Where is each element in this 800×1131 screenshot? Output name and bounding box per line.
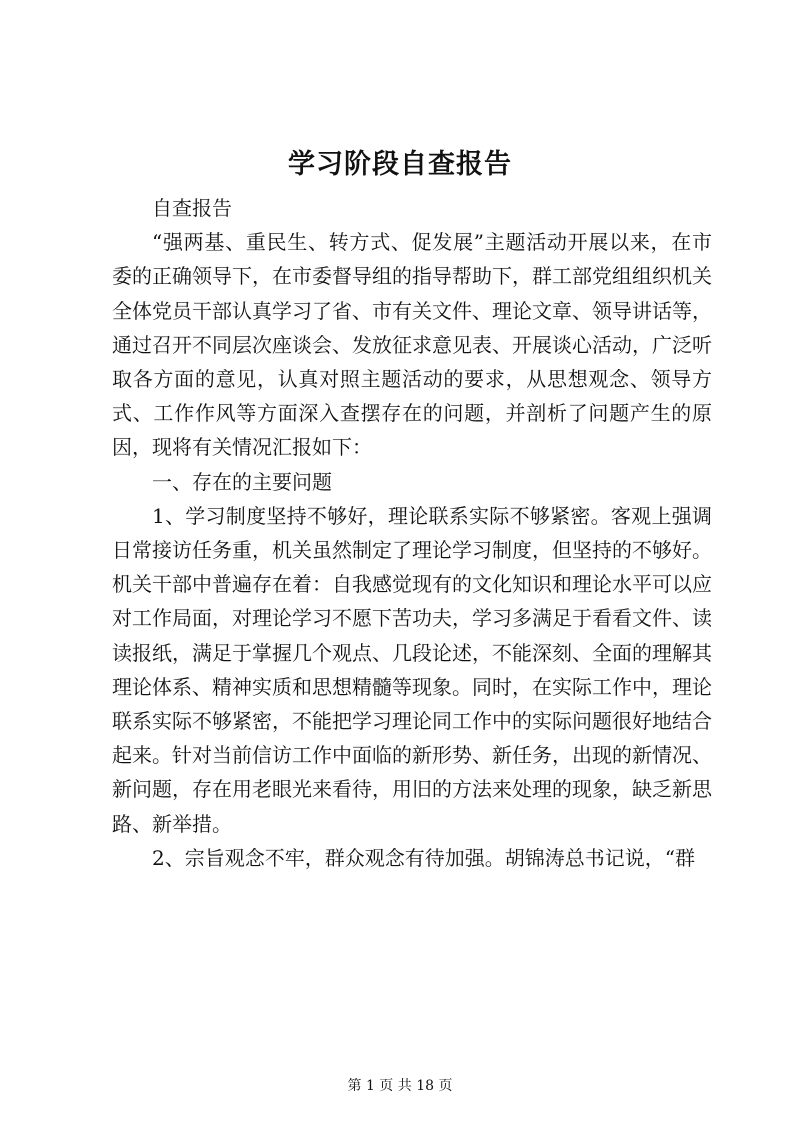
document-body — [112, 191, 712, 875]
paragraph-subtitle: 自查报告 — [152, 196, 232, 220]
section-heading: 一、存在的主要问题 — [152, 469, 332, 494]
paragraph-issue-2: 2、宗旨观念不牢，群众观念有待加强。胡锦涛总书记说，“群 — [152, 845, 695, 870]
page-title: 学习阶段自查报告 — [288, 149, 512, 180]
page-footer: 第 1 页 共 18 页 — [347, 1078, 453, 1094]
paragraph-intro: “强两基、重民生、转方式、促发展”主题活动开展以来，在市委的正确领导下，在市委督导组的指导帮助下，群工部党组组织机关全体党员干部认真学习了省、市有关文件、理论文章、领导讲话等，通过召开不同层次座谈会、发放征求意见表、开展谈心活动，广泛听取各方面的意见，认真对照主题活动的要求，从思想观念、领导方式、工作作风等方面深入查摆存在的问题，并剖析了问题产生的原因，现将有关情况汇报如下： — [112, 230, 712, 460]
paragraph-issue-1: 1、学习制度坚持不够好，理论联系实际不够紧密。客观上强调日常接访任务重，机关虽然制定了理论学习制度，但坚持的不够好。机关干部中普遍存在着：自我感觉现有的文化知识和理论水平可以应对工作局面，对理论学习不愿下苦功夫，学习多满足于看看文件、读读报纸，满足于掌握几个观点、几段论述，不能深刻、全面的理解其理论体系、精神实质和思想精髓等现象。同时，在实际工作中，理论联系实际不够紧密，不能把学习理论同工作中的实际问题很好地结合起来。针对当前信访工作中面临的新形势、新任务，出现的新情况、新问题，存在用老眼光来看待，用旧的方法来处理的现象，缺乏新思路、新举措。 — [112, 503, 712, 836]
